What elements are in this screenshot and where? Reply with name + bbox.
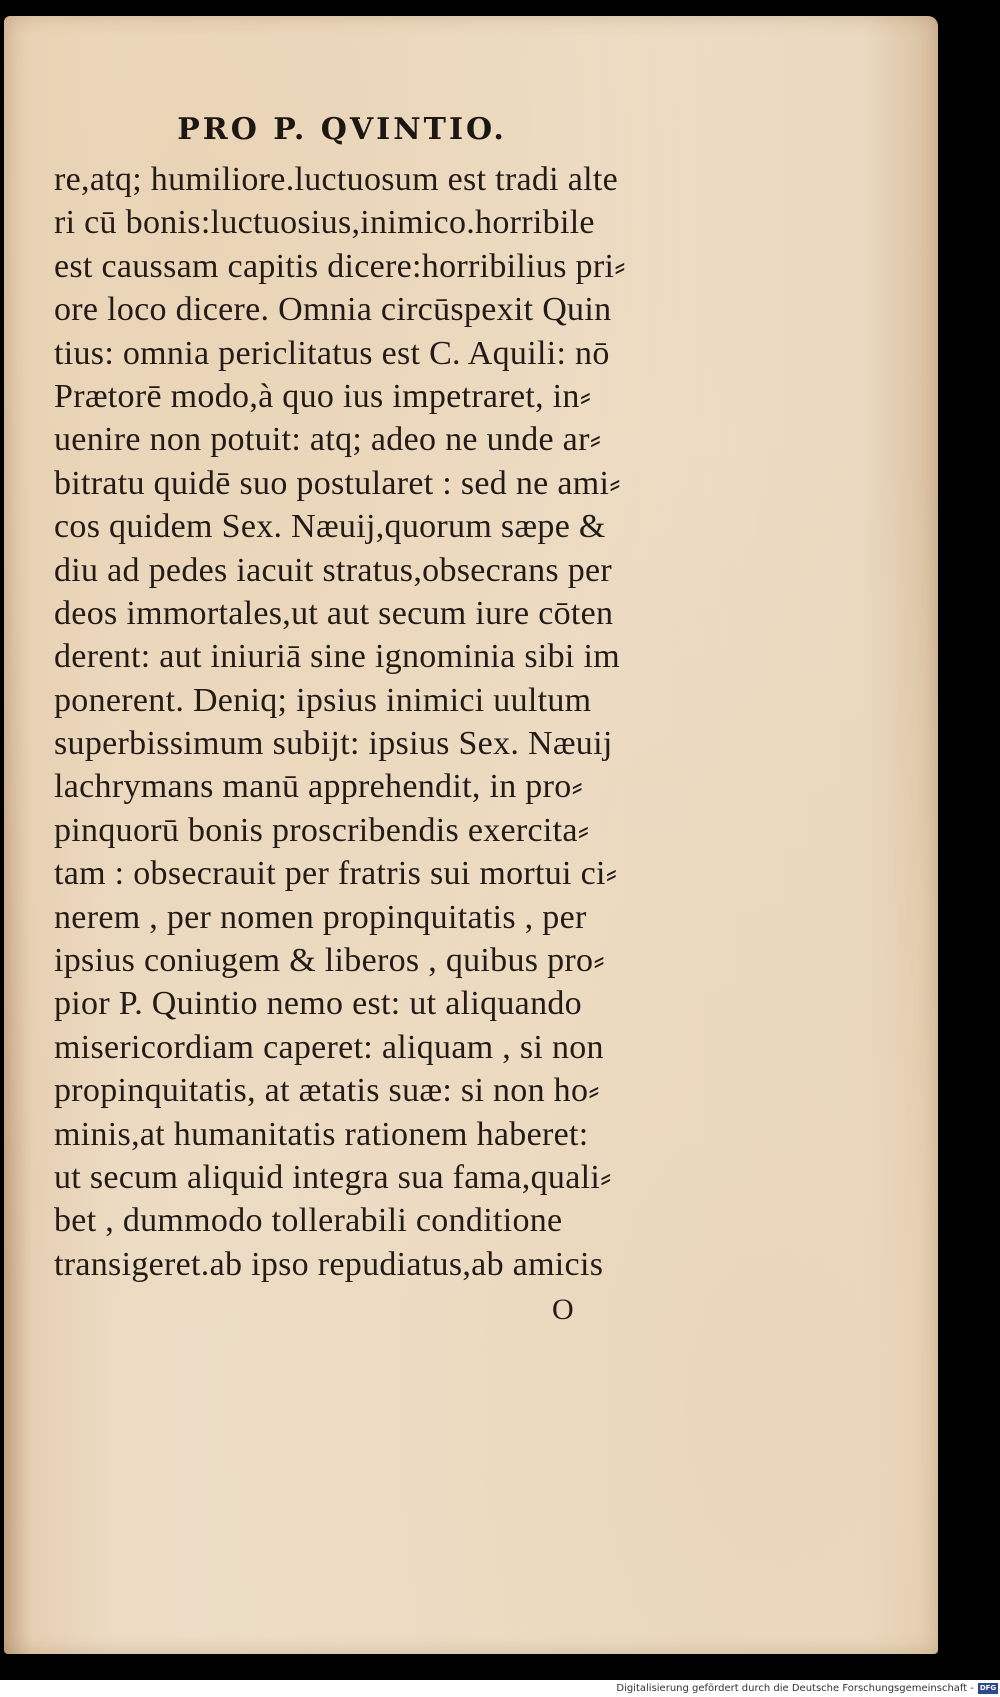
text-line: derent: aut iniuriā sine ignominia sibi im	[54, 638, 620, 676]
text-line: ponerent. Deniq; ipsius inimici uultum	[54, 681, 592, 719]
text-line: deos immortales,ut aut secum iure cōten	[54, 594, 614, 632]
text-line: est caussam capitis dicere:horribilius pri⸗	[54, 247, 626, 285]
text-line: superbissimum subijt: ipsius Sex. Næuij	[54, 725, 613, 763]
text-line: ri cū bonis:luctuosius,inimico.horribile	[54, 204, 595, 242]
book-page	[4, 16, 938, 1654]
body-text	[54, 158, 694, 1286]
footer-credit: Digitalisierung gefördert durch die Deutsche Forschungsgemeinschaft -	[616, 1683, 974, 1694]
text-line: ipsius coniugem & liberos , quibus pro⸗	[54, 942, 605, 980]
text-line: transigeret.ab ipso repudiatus,ab amicis	[54, 1245, 604, 1283]
text-line: Prætorē modo,à quo ius impetraret, in⸗	[54, 377, 592, 415]
text-line: pinquorū bonis proscribendis exercita⸗	[54, 811, 590, 849]
text-line: tam : obsecrauit per fratris sui mortui ci⸗	[54, 855, 618, 893]
footer-bar	[0, 1680, 1000, 1697]
text-line: tius: omnia periclitatus est C. Aquili: nō	[54, 334, 610, 372]
dfg-logo-icon: DFG	[979, 1684, 997, 1692]
running-head: PRO P. QVINTIO.	[177, 112, 507, 147]
text-line: uenire non potuit: atq; adeo ne unde ar⸗	[54, 421, 602, 459]
text-line: misericordiam caperet: aliquam , si non	[54, 1028, 604, 1066]
text-line: re,atq; humiliore.luctuosum est tradi alte	[54, 161, 619, 198]
page-content	[54, 104, 694, 1286]
text-line: ut secum aliquid integra sua fama,quali⸗	[54, 1158, 612, 1196]
signature-mark: O	[552, 1293, 574, 1326]
text-line: bitratu quidē suo postularet : sed ne ami⸗	[54, 464, 621, 502]
text-line: lachrymans manū apprehendit, in pro⸗	[54, 768, 584, 806]
text-line: diu ad pedes iacuit stratus,obsecrans per	[54, 551, 613, 589]
text-line: ore loco dicere. Omnia circūspexit Quin	[54, 291, 612, 329]
text-line: pior P. Quintio nemo est: ut aliquando	[54, 985, 582, 1023]
text-line: bet , dummodo tollerabili conditione	[54, 1202, 563, 1240]
text-line: cos quidem Sex. Næuij,quorum sæpe &	[54, 508, 606, 546]
text-line: minis,at humanitatis rationem haberet:	[54, 1115, 589, 1153]
text-line: propinquitatis, at ætatis suæ: si non ho⸗	[54, 1072, 600, 1110]
text-line: nerem , per nomen propinquitatis , per	[54, 898, 587, 936]
